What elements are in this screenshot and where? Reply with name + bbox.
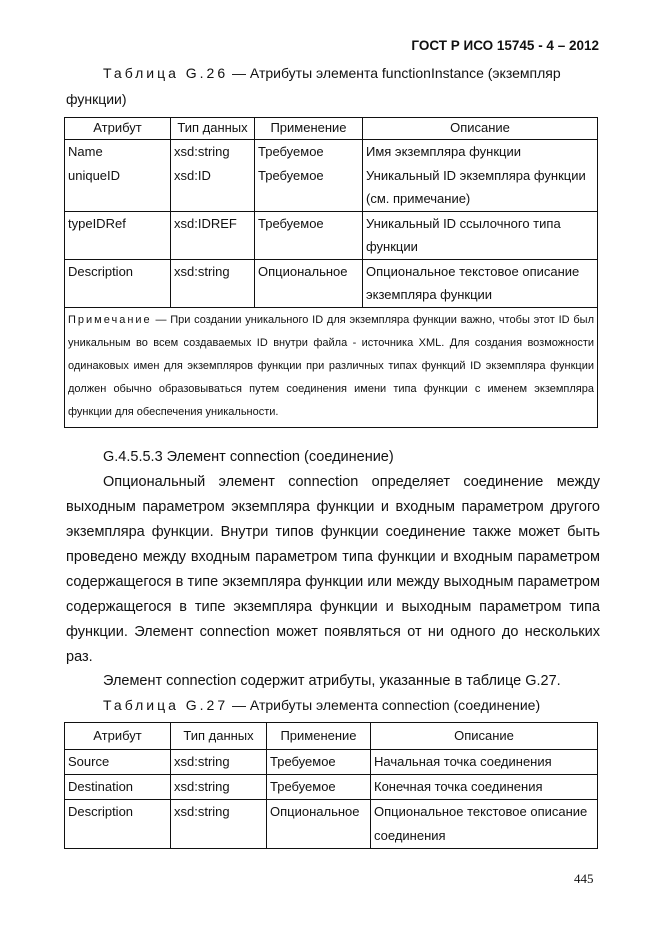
usage-cell: Опциональное: [267, 800, 371, 849]
attribute-cell: Description: [65, 259, 171, 307]
table-row: [65, 140, 598, 164]
page-number: 445: [574, 871, 594, 886]
paragraph-1: Опциональный элемент connection определяет соединение между выходным параметром экземпляра функции и входным параметром другого экземпляра функции. Внутри типов функции соединение также может быть проведено между входным параметром типа функции и входным параметром содержащегося в типе экземпляра функции или между выходным параметром содержащегося в типе экземпляра функции и выходным параметром типа функции. Элемент connection может появляться от ни одного до нескольких раз.: [66, 474, 600, 665]
table-row: [65, 750, 598, 775]
column-header: Применение: [255, 118, 363, 140]
table-27-title: — Атрибуты элемента connection (соединение): [228, 697, 541, 713]
table-note-row: [65, 307, 598, 427]
description-cell: Уникальный ID экземпляра функции (см. примечание): [363, 164, 598, 212]
usage-cell: Требуемое: [267, 775, 371, 800]
description-cell: Опциональное текстовое описание соединения: [371, 800, 598, 849]
description-cell: Уникальный ID ссылочного типа функции: [363, 211, 598, 259]
table-26-title: — Атрибуты элемента functionInstance (экземпляр функции): [66, 65, 561, 107]
type-cell: xsd:string: [171, 800, 267, 849]
type-cell: xsd:string: [171, 750, 267, 775]
description-cell: Опциональное текстовое описание экземпляра функции: [363, 259, 598, 307]
paragraph-2: Элемент connection содержит атрибуты, указанные в таблице G.27.: [103, 673, 561, 689]
type-cell: xsd:string: [171, 259, 255, 307]
table-26-label: Таблица G.26: [103, 65, 229, 81]
table-note: [65, 307, 598, 427]
section-heading-wrap: [66, 445, 600, 470]
table-27-header-row: [65, 723, 598, 750]
column-header: Применение: [267, 723, 371, 750]
attribute-cell: Source: [65, 750, 171, 775]
table-row: [65, 164, 598, 212]
table-26-caption: [66, 60, 600, 112]
attribute-cell: Description: [65, 800, 171, 849]
table-27-caption: [66, 692, 600, 718]
column-header: Атрибут: [65, 723, 171, 750]
table-row: [65, 259, 598, 307]
type-cell: xsd:ID: [171, 164, 255, 212]
attribute-cell: typeIDRef: [65, 211, 171, 259]
table-27: [64, 722, 598, 849]
table-27-label: Таблица G.27: [103, 697, 229, 713]
attribute-cell: Destination: [65, 775, 171, 800]
column-header: Описание: [371, 723, 598, 750]
column-header: Тип данных: [171, 723, 267, 750]
usage-cell: Требуемое: [267, 750, 371, 775]
usage-cell: Требуемое: [255, 140, 363, 164]
description-cell: Начальная точка соединения: [371, 750, 598, 775]
table-row: [65, 211, 598, 259]
table-26: [64, 117, 598, 428]
usage-cell: Требуемое: [255, 164, 363, 212]
table-row: [65, 800, 598, 849]
type-cell: xsd:IDREF: [171, 211, 255, 259]
type-cell: xsd:string: [171, 140, 255, 164]
usage-cell: Опциональное: [255, 259, 363, 307]
column-header: Атрибут: [65, 118, 171, 140]
description-cell: Конечная точка соединения: [371, 775, 598, 800]
usage-cell: Требуемое: [255, 211, 363, 259]
table-row: [65, 775, 598, 800]
column-header: Описание: [363, 118, 598, 140]
note-text: — При создании уникального ID для экземпляра функции важно, чтобы этот ID был уникальным во всем создаваемых ID внутри файла - источника XML. Для создания возможности одинаковых имен для экземпляров функции при различных типах функций ID экземпляра функции должен обычно образовываться путем соединения имени типа функции с именем экземпляра функции для обеспечения уникальности.: [68, 313, 594, 418]
document-header: ГОСТ Р ИСО 15745 - 4 – 2012: [411, 38, 599, 53]
note-label: Примечание: [68, 313, 152, 326]
type-cell: xsd:string: [171, 775, 267, 800]
description-cell: Имя экземпляра функции: [363, 140, 598, 164]
column-header: Тип данных: [171, 118, 255, 140]
section-heading: G.4.5.5.3 Элемент connection (соединение): [103, 449, 394, 465]
attribute-cell: Name: [65, 140, 171, 164]
table-26-header-row: [65, 118, 598, 140]
attribute-cell: uniqueID: [65, 164, 171, 212]
